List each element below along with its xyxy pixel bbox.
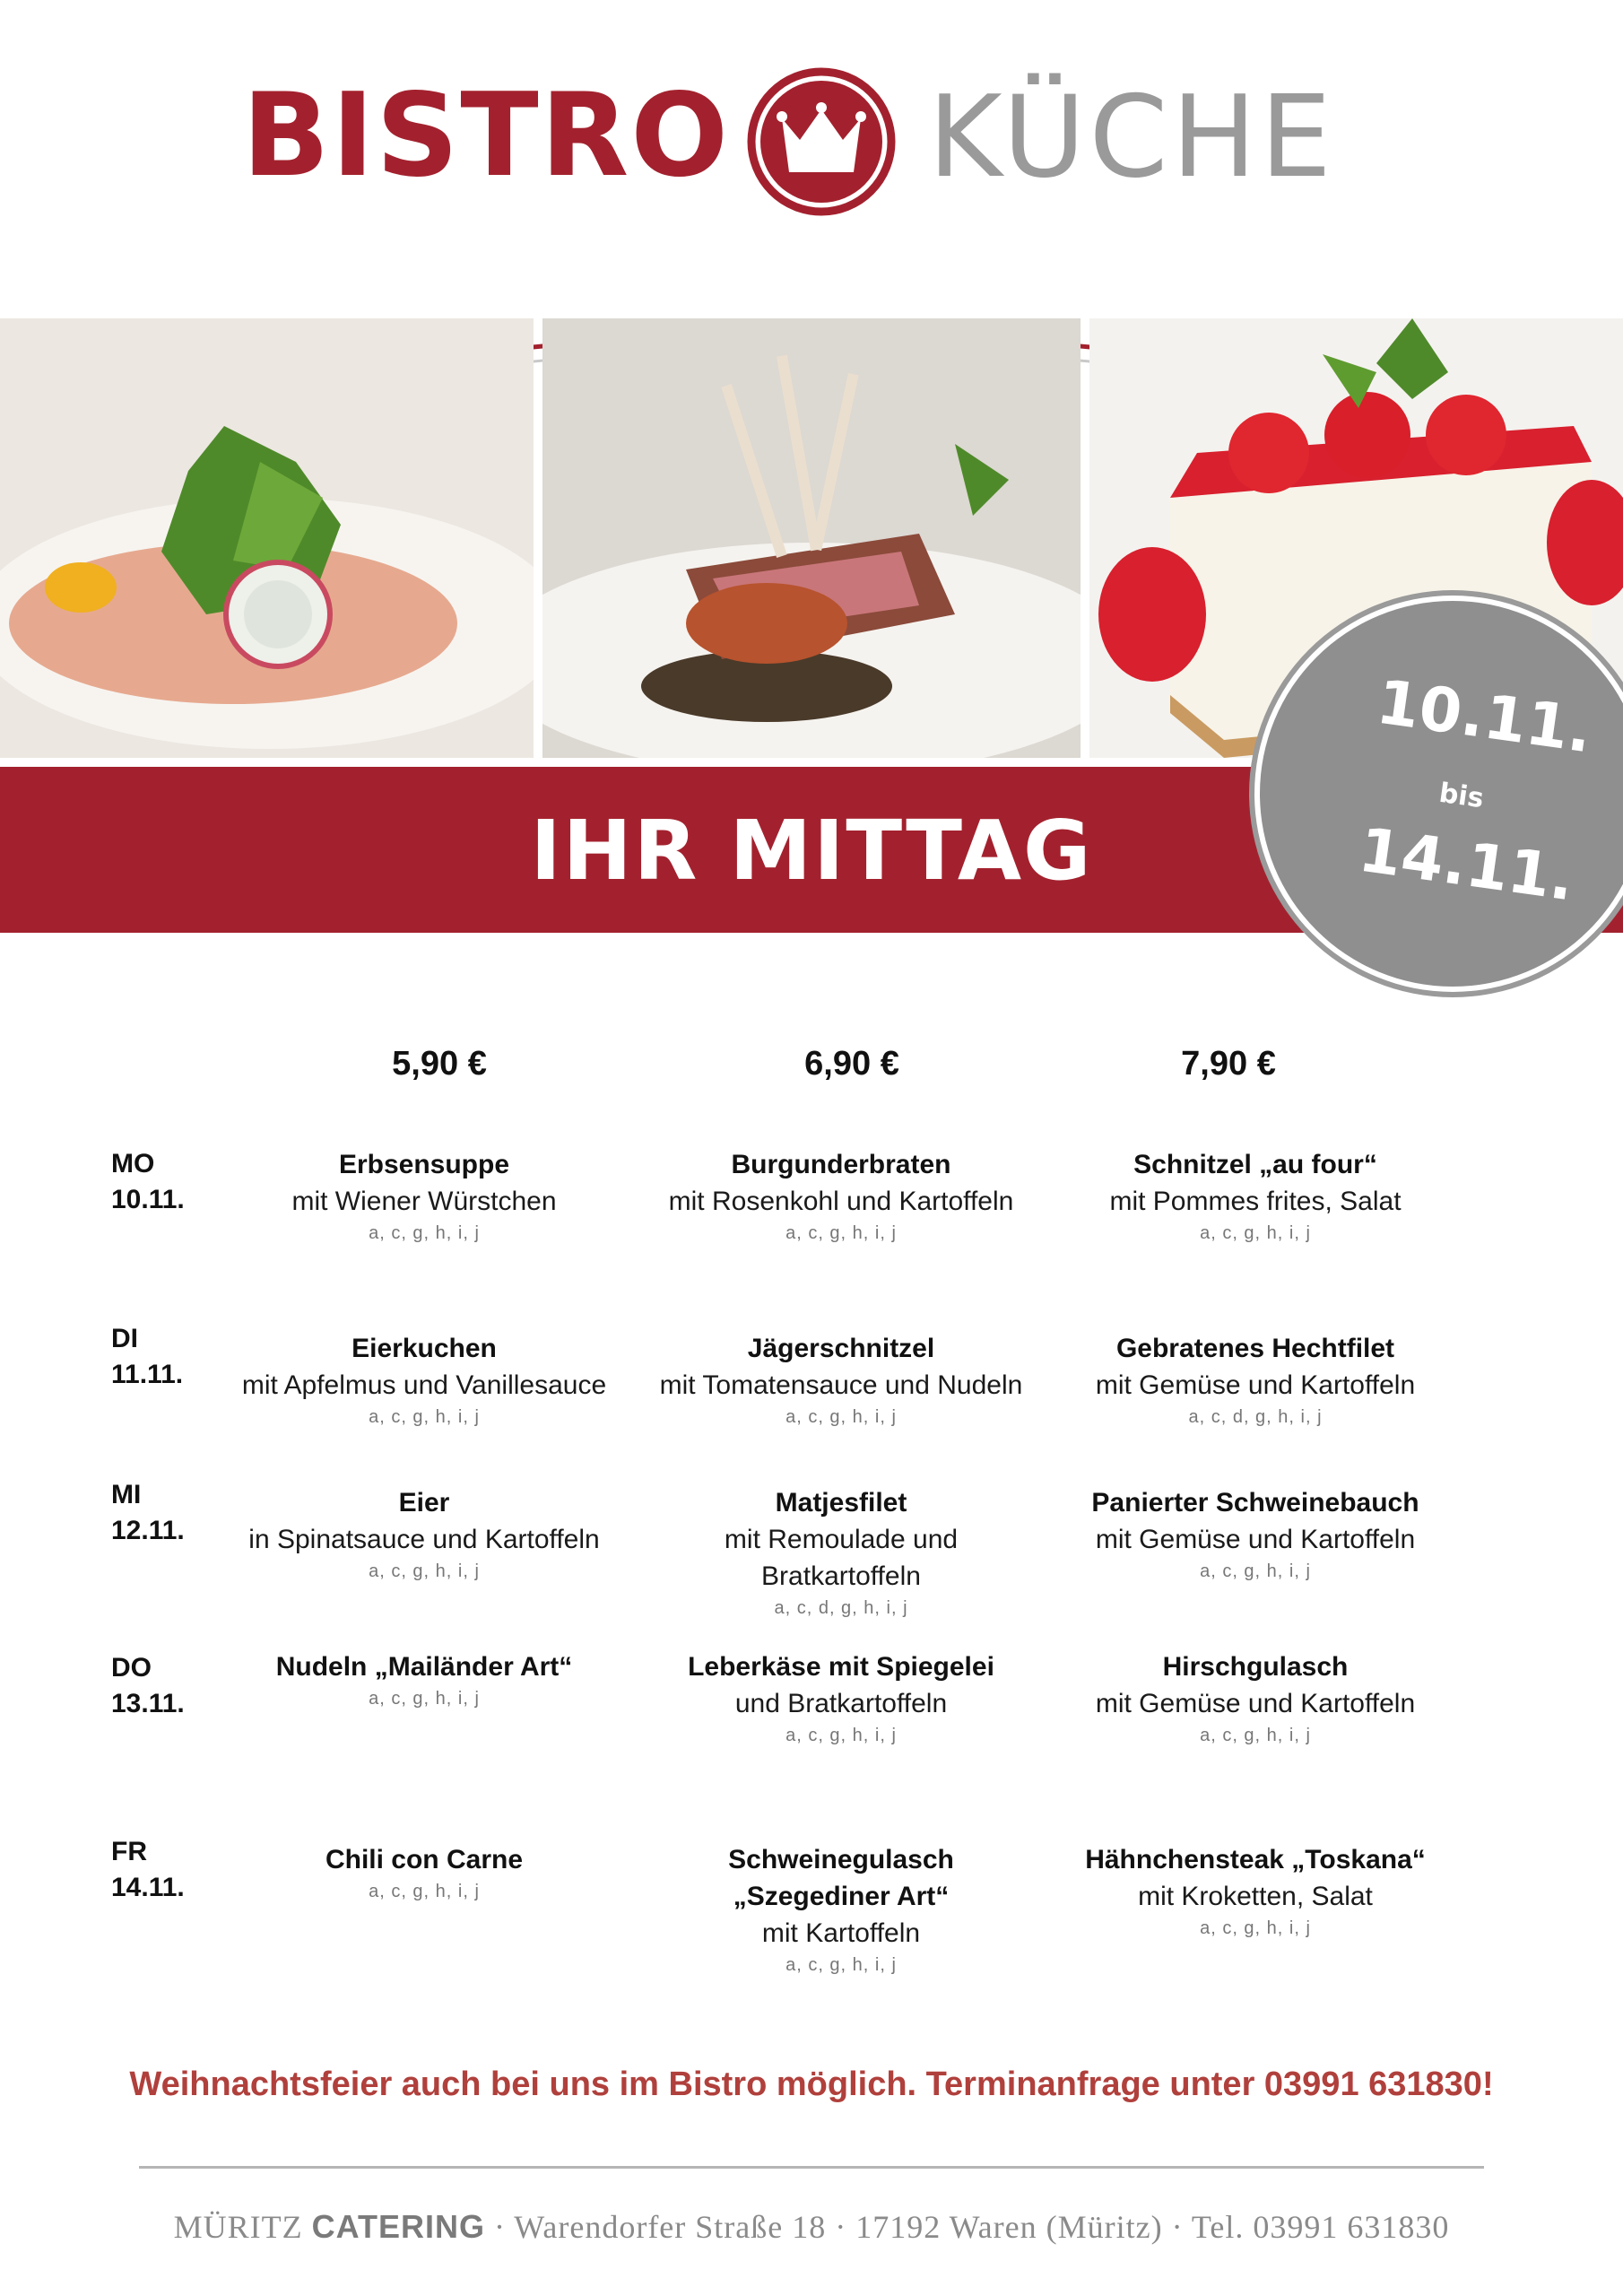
dish-mi-1 bbox=[218, 1484, 630, 1585]
dish-mo-1 bbox=[218, 1146, 630, 1247]
footer-address bbox=[0, 2208, 1623, 2246]
date-from: 10.11. bbox=[1372, 666, 1597, 768]
dish-description: mit Apfelmus und Vanillesauce bbox=[241, 1370, 607, 1400]
dish-di-3 bbox=[1049, 1330, 1462, 1431]
day-name: DO bbox=[111, 1653, 152, 1683]
dish-allergens: a, c, g, h, i, j bbox=[1200, 1918, 1311, 1938]
dish-mo-2 bbox=[635, 1146, 1047, 1247]
dish-name: Eierkuchen bbox=[352, 1334, 497, 1363]
footer-brand-light: MÜRITZ bbox=[173, 2209, 303, 2245]
dish-fr-2 bbox=[635, 1841, 1047, 1979]
dish-allergens: a, c, g, h, i, j bbox=[1200, 1726, 1311, 1745]
dish-name: Gebratenes Hechtfilet bbox=[1115, 1334, 1395, 1363]
dish-allergens: a, c, g, h, i, j bbox=[369, 1882, 480, 1901]
dish-allergens: a, c, d, g, h, i, j bbox=[1188, 1407, 1323, 1427]
dish-mi-2 bbox=[635, 1484, 1047, 1622]
event-notice: Weihnachtsfeier auch bei uns im Bistro möglich. Terminanfrage unter 03991 631830! bbox=[129, 2066, 1494, 2103]
price-column-3: 7,90 € bbox=[1181, 1045, 1276, 1083]
dish-allergens: a, c, d, g, h, i, j bbox=[774, 1598, 908, 1618]
dish-name: Nudeln „Mailänder Art“ bbox=[275, 1652, 573, 1682]
dish-fr-1 bbox=[218, 1841, 630, 1905]
dish-do-1 bbox=[218, 1648, 630, 1712]
day-date: 13.11. bbox=[111, 1689, 185, 1718]
dish-name: Erbsensuppe bbox=[338, 1150, 510, 1179]
dish-description: mit Wiener Würstchen bbox=[291, 1187, 557, 1216]
day-name: MI bbox=[111, 1480, 142, 1509]
footer-divider bbox=[139, 2166, 1484, 2169]
day-label-di bbox=[111, 1321, 183, 1393]
dish-name: Chili con Carne bbox=[325, 1845, 524, 1874]
dish-name: Hirschgulasch bbox=[1162, 1652, 1349, 1682]
dish-allergens: a, c, g, h, i, j bbox=[785, 1726, 897, 1745]
dish-allergens: a, c, g, h, i, j bbox=[369, 1689, 480, 1709]
footer-address-text: · Warendorfer Straße 18 · 17192 Waren (Müritz) · Tel. 03991 631830 bbox=[493, 2209, 1450, 2245]
dish-name: Burgunderbraten bbox=[731, 1150, 951, 1179]
dish-name: Schnitzel „au four“ bbox=[1133, 1150, 1377, 1179]
logo bbox=[0, 54, 1623, 233]
dish-description: mit Pommes frites, Salat bbox=[1109, 1187, 1402, 1216]
day-name: FR bbox=[111, 1837, 147, 1866]
carpaccio-photo bbox=[0, 318, 534, 758]
price-column-1: 5,90 € bbox=[392, 1045, 487, 1083]
day-date: 10.11. bbox=[111, 1185, 185, 1214]
dish-description: mit Gemüse und Kartoffeln bbox=[1095, 1689, 1416, 1718]
dish-mo-3 bbox=[1049, 1146, 1462, 1247]
logo-kueche-text: KÜCHE bbox=[928, 71, 1335, 203]
dish-name: Leberkäse mit Spiegelei bbox=[688, 1652, 994, 1682]
date-to: 14.11. bbox=[1354, 814, 1579, 916]
dish-description: mit Remoulade und bbox=[724, 1525, 959, 1554]
dish-description: mit Kartoffeln bbox=[761, 1918, 921, 1948]
day-date: 11.11. bbox=[111, 1360, 184, 1389]
day-date: 14.11. bbox=[111, 1873, 185, 1902]
dish-mi-3 bbox=[1049, 1484, 1462, 1585]
dish-di-2 bbox=[635, 1330, 1047, 1431]
dish-description: mit Gemüse und Kartoffeln bbox=[1095, 1525, 1416, 1554]
day-name: MO bbox=[111, 1149, 155, 1178]
dish-name: Hähnchensteak „Toskana“ bbox=[1085, 1845, 1426, 1874]
dish-description: mit Rosenkohl und Kartoffeln bbox=[668, 1187, 1014, 1216]
dish-allergens: a, c, g, h, i, j bbox=[369, 1561, 480, 1581]
dish-name: Matjesfilet bbox=[775, 1488, 907, 1518]
day-label-do bbox=[111, 1650, 185, 1722]
day-label-fr bbox=[111, 1834, 185, 1906]
dish-allergens: a, c, g, h, i, j bbox=[1200, 1223, 1311, 1243]
dish-di-1 bbox=[218, 1330, 630, 1431]
dish-name: Jägerschnitzel bbox=[747, 1334, 935, 1363]
dish-description: mit Gemüse und Kartoffeln bbox=[1095, 1370, 1416, 1400]
footer-brand-bold: CATERING bbox=[311, 2208, 485, 2245]
logo-bistro-text: BISTRO bbox=[242, 69, 731, 203]
dish-allergens: a, c, g, h, i, j bbox=[369, 1407, 480, 1427]
dish-name-line-2: „Szegediner Art“ bbox=[733, 1882, 950, 1911]
date-bis: bis bbox=[1436, 777, 1486, 815]
dish-allergens: a, c, g, h, i, j bbox=[785, 1407, 897, 1427]
dish-description: mit Kroketten, Salat bbox=[1138, 1882, 1373, 1911]
dish-description-line-2: Bratkartoffeln bbox=[761, 1561, 921, 1591]
dish-allergens: a, c, g, h, i, j bbox=[785, 1223, 897, 1243]
dish-name: Panierter Schweinebauch bbox=[1091, 1488, 1419, 1518]
dish-description: und Bratkartoffeln bbox=[734, 1689, 948, 1718]
dish-do-3 bbox=[1049, 1648, 1462, 1749]
dish-description: in Spinatsauce und Kartoffeln bbox=[248, 1525, 600, 1554]
lamb-rack-photo bbox=[542, 318, 1081, 758]
dish-fr-3 bbox=[1049, 1841, 1462, 1942]
day-label-mo bbox=[111, 1146, 185, 1218]
dish-description: mit Tomatensauce und Nudeln bbox=[659, 1370, 1023, 1400]
date-badge bbox=[1260, 601, 1623, 987]
dish-do-2 bbox=[635, 1648, 1047, 1749]
day-date: 12.11. bbox=[111, 1516, 185, 1545]
dish-allergens: a, c, g, h, i, j bbox=[1200, 1561, 1311, 1581]
dish-allergens: a, c, g, h, i, j bbox=[785, 1955, 897, 1975]
dish-name: Eier bbox=[398, 1488, 450, 1518]
page-title: IHR MITTAG bbox=[530, 803, 1093, 899]
crown-icon bbox=[746, 66, 897, 217]
dish-name: Schweinegulasch bbox=[728, 1845, 954, 1874]
dish-allergens: a, c, g, h, i, j bbox=[369, 1223, 480, 1243]
day-label-mi bbox=[111, 1477, 185, 1549]
day-name: DI bbox=[111, 1324, 138, 1353]
price-column-2: 6,90 € bbox=[804, 1045, 899, 1083]
